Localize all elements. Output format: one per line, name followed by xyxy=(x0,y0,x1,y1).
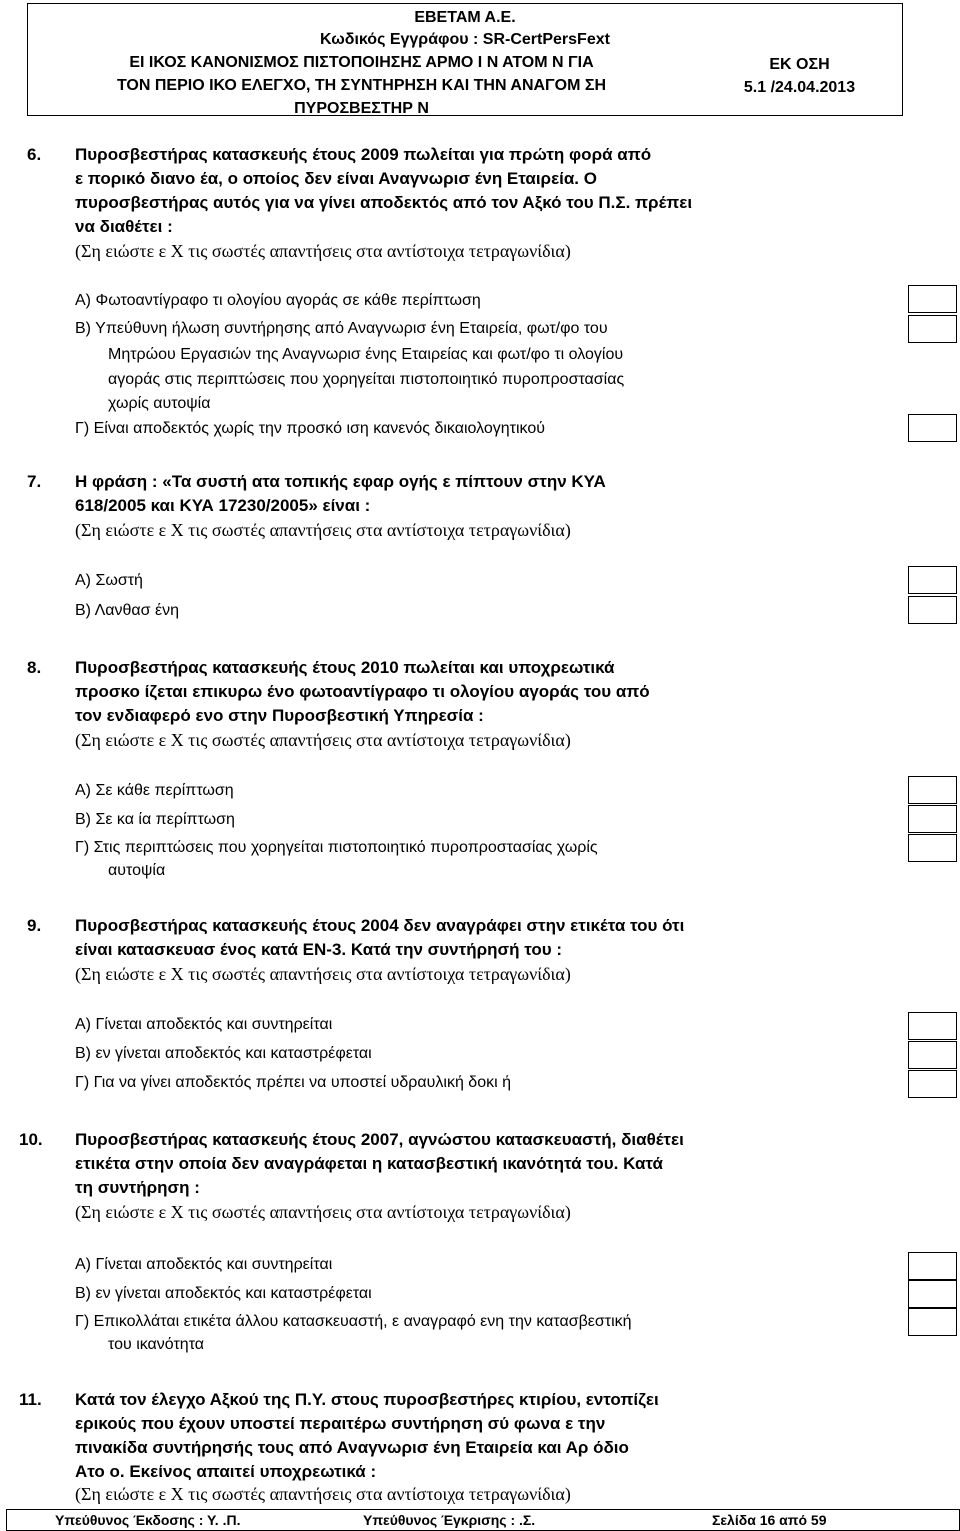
question-text-line: 618/2005 και ΚΥΑ 17230/2005» είναι : xyxy=(75,496,371,515)
answer-option-continued: του ικανότητα xyxy=(108,1336,205,1353)
page-footer xyxy=(6,1509,960,1531)
question-text-line: ε πορικό διανο έα, ο οποίος δεν είναι Αναγνωρισ ένη Εταιρεία. Ο xyxy=(75,169,597,188)
question-text-line: τον ενδιαφερό ενο στην Πυροσβεστική Υπηρεσία : xyxy=(75,706,484,725)
question-text-line: πινακίδα συντήρησής τους από Αναγνωρισ ένη Εταιρεία και Αρ όδιο xyxy=(75,1438,629,1457)
instruction-note: (Ση ειώστε ε Χ τις σωστές απαντήσεις στα αντίστοιχα τετραγωνίδια) xyxy=(75,1484,571,1504)
answer-checkbox-a[interactable] xyxy=(908,776,957,804)
question-text-line: Πυροσβεστήρας κατασκευής έτους 2007, αγνώστου κατασκευαστή, διαθέτει xyxy=(75,1130,684,1149)
instruction-note: (Ση ειώστε ε Χ τις σωστές απαντήσεις στα αντίστοιχα τετραγωνίδια) xyxy=(75,730,571,750)
instruction-note: (Ση ειώστε ε Χ τις σωστές απαντήσεις στα αντίστοιχα τετραγωνίδια) xyxy=(75,1202,571,1222)
document-header xyxy=(27,3,903,116)
answer-option: Β) εν γίνεται αποδεκτός και καταστρέφεται xyxy=(75,1285,372,1302)
instruction-note: (Ση ειώστε ε Χ τις σωστές απαντήσεις στα αντίστοιχα τετραγωνίδια) xyxy=(75,241,571,261)
footer-issuer: Υπεύθυνος Έκδοσης : Υ. .Π. xyxy=(55,1512,241,1528)
question-text-line: Πυροσβεστήρας κατασκευής έτους 2009 πωλείται για πρώτη φορά από xyxy=(75,145,652,164)
answer-option-continued: αγοράς στις περιπτώσεις που χορηγείται πιστοποιητικό πυροπροστασίας xyxy=(108,371,625,388)
answer-option: Β) Λανθασ ένη xyxy=(75,602,179,619)
regulation-title-line2: ΤΟΝ ΠΕΡΙΟ ΙΚΟ ΕΛΕΓΧΟ, ΤΗ ΣΥΝΤΗΡΗΣΗ ΚΑΙ ΤΗΝ ΑΝΑΓΟΜ ΣΗ xyxy=(116,77,607,94)
instruction-note: (Ση ειώστε ε Χ τις σωστές απαντήσεις στα αντίστοιχα τετραγωνίδια) xyxy=(75,964,571,984)
edition-value: 5.1 /24.04.2013 xyxy=(743,79,856,96)
answer-option: Α) Γίνεται αποδεκτός και συντηρείται xyxy=(75,1016,333,1033)
answer-option: Β) εν γίνεται αποδεκτός και καταστρέφεται xyxy=(75,1045,372,1062)
answer-option: Α) Σωστή xyxy=(75,572,143,589)
answer-option: Α) Γίνεται αποδεκτός και συντηρείται xyxy=(75,1256,333,1273)
question-number: 6. xyxy=(27,145,42,164)
question-text-line: Η φράση : «Τα συστή ατα τοπικής εφαρ ογής ε πίπτουν στην ΚΥΑ xyxy=(75,472,606,491)
answer-checkbox-b[interactable] xyxy=(908,1280,957,1308)
answer-option: Β) Υπεύθυνη ήλωση συντήρησης από Αναγνωρισ ένη Εταιρεία, φωτ/φο του xyxy=(75,320,608,337)
edition-label: ΕΚ ΟΣΗ xyxy=(769,56,830,73)
answer-option: Γ) Επικολλάται ετικέτα άλλου κατασκευαστή, ε αναγραφό ενη την κατασβεστική xyxy=(75,1313,632,1330)
answer-option: Α) Σε κάθε περίπτωση xyxy=(75,782,234,799)
answer-option: Γ) Είναι αποδεκτός χωρίς την προσκό ιση κανενός δικαιολογητικού xyxy=(75,420,545,437)
question-text-line: πυροσβεστήρας αυτός για να γίνει αποδεκτός από τον Αξκό του Π.Σ. πρέπει xyxy=(75,193,693,212)
answer-checkbox-a[interactable] xyxy=(908,1252,957,1280)
instruction-note: (Ση ειώστε ε Χ τις σωστές απαντήσεις στα αντίστοιχα τετραγωνίδια) xyxy=(75,520,571,540)
question-text-line: Πυροσβεστήρας κατασκευής έτους 2010 πωλείται και υποχρεωτικά xyxy=(75,658,615,677)
question-text-line: προσκο ίζεται επικυρω ένο φωτοαντίγραφο τι ολογίου αγοράς του από xyxy=(75,682,650,701)
footer-page-number: Σελίδα 16 από 59 xyxy=(712,1512,827,1528)
answer-checkbox-b[interactable] xyxy=(908,805,957,833)
regulation-title-line3: ΠΥΡΟΣΒΕΣΤΗΡ Ν xyxy=(294,100,429,117)
question-text-line: ερικούς που έχουν υποστεί περαιτέρω συντήρηση σύ φωνα ε την xyxy=(75,1414,606,1433)
answer-checkbox-c[interactable] xyxy=(908,834,957,862)
footer-approver: Υπεύθυνος Έγκρισης : .Σ. xyxy=(363,1512,536,1528)
answer-checkbox-b[interactable] xyxy=(908,315,957,343)
document-code: Κωδικός Εγγράφου : SR-CertPersFext xyxy=(320,31,610,48)
answer-option: Β) Σε κα ία περίπτωση xyxy=(75,811,235,828)
question-text-line: είναι κατασκευασ ένος κατά ΕΝ-3. Κατά την συντήρησή του : xyxy=(75,940,562,959)
answer-checkbox-c[interactable] xyxy=(908,1070,957,1098)
answer-checkbox-a[interactable] xyxy=(908,566,957,594)
organization-name: ΕΒΕΤΑΜ Α.Ε. xyxy=(414,9,516,26)
answer-checkbox-b[interactable] xyxy=(908,1041,957,1069)
answer-checkbox-b[interactable] xyxy=(908,596,957,624)
question-number: 7. xyxy=(27,472,42,491)
question-text-line: Κατά τον έλεγχο Αξκού της Π.Υ. στους πυροσβεστήρες κτιρίου, εντοπίζει xyxy=(75,1390,659,1409)
answer-option: Α) Φωτοαντίγραφο τι ολογίου αγοράς σε κάθε περίπτωση xyxy=(75,292,481,309)
question-text-line: να διαθέτει : xyxy=(75,217,173,236)
answer-checkbox-c[interactable] xyxy=(908,1308,957,1336)
question-text-line: ετικέτα στην οποία δεν αναγράφεται η κατασβεστική ικανότητά του. Κατά xyxy=(75,1154,663,1173)
answer-option: Γ) Για να γίνει αποδεκτός πρέπει να υποστεί υδραυλική δοκι ή xyxy=(75,1074,512,1091)
question-text-line: τη συντήρηση : xyxy=(75,1178,200,1197)
question-number: 11. xyxy=(19,1390,42,1409)
answer-checkbox-a[interactable] xyxy=(908,1012,957,1040)
question-number: 9. xyxy=(27,916,42,935)
answer-checkbox-a[interactable] xyxy=(908,285,957,313)
regulation-title-line1: ΕΙ ΙΚΟΣ ΚΑΝΟΝΙΣΜΟΣ ΠΙΣΤΟΠΟΙΗΣΗΣ ΑΡΜΟ Ι Ν ΑΤΟΜ Ν ΓΙΑ xyxy=(129,54,594,71)
answer-option: Γ) Στις περιπτώσεις που χορηγείται πιστοποιητικό πυροπροστασίας χωρίς xyxy=(75,839,598,856)
answer-option-continued: Μητρώου Εργασιών της Αναγνωρισ ένης Εταιρείας και φωτ/φο τι ολογίου xyxy=(108,346,624,363)
question-text-line: Πυροσβεστήρας κατασκευής έτους 2004 δεν αναγράφει στην ετικέτα του ότι xyxy=(75,916,685,935)
question-number: 8. xyxy=(27,658,42,677)
question-text-line: Ατο ο. Εκείνος απαιτεί υποχρεωτικά : xyxy=(75,1462,377,1481)
answer-option-continued: αυτοψία xyxy=(108,862,166,879)
answer-option-continued: χωρίς αυτοψία xyxy=(108,395,211,412)
question-number: 10. xyxy=(19,1130,43,1149)
answer-checkbox-c[interactable] xyxy=(908,414,957,442)
